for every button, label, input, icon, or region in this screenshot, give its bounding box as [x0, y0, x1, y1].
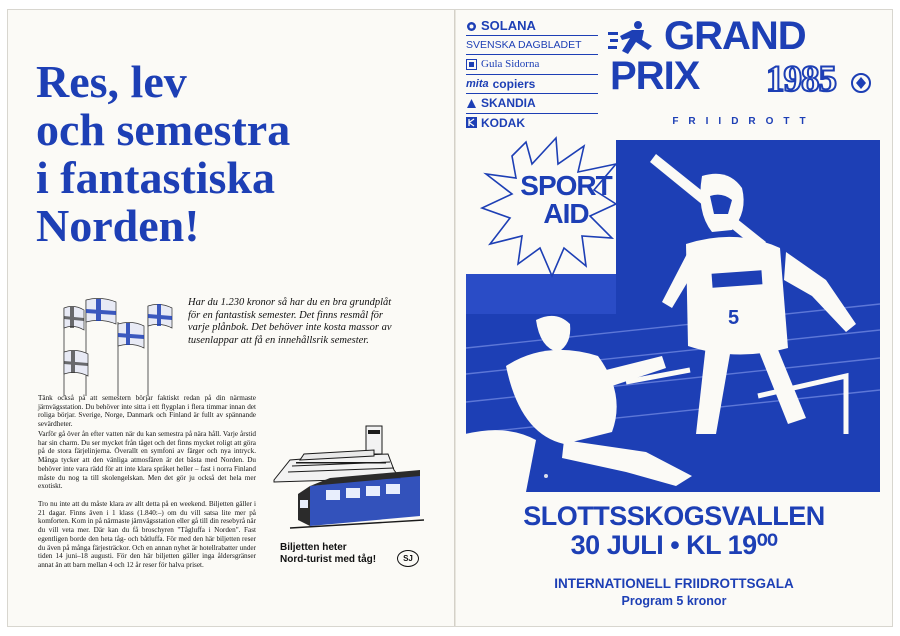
- grand-prix-logo: [604, 14, 880, 134]
- ad-paragraph: Varför gå över ån efter vatten när du kan semestra på nära håll. Varje årstid har sin charm. Du ser mycket från tåget och det finns mycket roligt att göra på de stora färjelinjerna. Överallt en symfoni av färger och nya intryck. Många tycker att den vänliga atmosfären är det bästa med Norden. Du behöver inte vara rädd för att inte klara språket heller – fast i norra Finland måste du nog ta till skolengelskan. Men det gör ju också det hela mer exotiskt.: [38, 430, 256, 491]
- headline-line: Res, lev: [36, 56, 187, 107]
- runner-icon: [608, 20, 662, 56]
- sponsor-svenska-dagbladet: [466, 36, 598, 56]
- ad-paragraph: Tänk också på att semestern börjar faktiskt redan på din närmaste järnvägsstation. Du behöver inte sitta i ett flygplan i flera timmar innan det roliga börjar. Sverige, Norge, Danmark och Finland är fullt av spännande sevärdheter.: [38, 394, 256, 429]
- venue-title: SLOTTSSKOGSVALLEN: [523, 501, 825, 531]
- right-page-cover: [456, 10, 892, 626]
- sponsor-name: Gula Sidorna: [481, 58, 540, 71]
- ferry-and-train-illustration: [270, 420, 424, 532]
- sponsor-solana: [466, 16, 598, 36]
- ad-intro-text: Har du 1.230 kronor så har du en bra grundplåt för en fantastisk semester. Det finns resmål för varje plånbok. Det behöver inte kosta massor av tusenlappar att få en innehållsrik semester.: [188, 297, 392, 346]
- kodak-logo-icon: [466, 117, 477, 128]
- sponsor-kodak: [466, 114, 598, 133]
- left-page-advertisement: [8, 10, 454, 626]
- logo-prix: PRIX: [610, 54, 700, 98]
- sport-aid-badge: [513, 172, 619, 228]
- mita-wordmark: mita: [466, 77, 489, 90]
- skandia-logo-icon: [466, 98, 477, 109]
- sport-aid-line: SPORT: [520, 170, 612, 201]
- ad-paragraph: Tro nu inte att du måste klara av allt detta på en weekend. Biljetten gäller i 21 dagar. Finns även i 1 klass (1.840:–) om du vill satsa lite mer på komforten. Kom in på närmaste järnvägsstation eller gå till din resebyrå när du vill veta mer. Där kan du få broschyren "Tågluffa i Norden". Fast egentligen borde den heta tåg- och båtluffa. För med den här biljetten reser du även på många färjesträckor. Och en annan nyhet är hotellrabatter under tiden 14 juni–18 augusti. För den här biljetten gäller inga åldersgränser annat än att barn mellan 4 och 12 år reser för halva priset.: [38, 500, 256, 569]
- svg-text:5: 5: [728, 307, 740, 329]
- sponsor-name: KODAK: [481, 115, 525, 130]
- sponsor-skandia: [466, 94, 598, 114]
- event-date-time: 30 JULI • KL 19⁰⁰: [570, 530, 778, 560]
- headline-line: i fantastiska: [36, 152, 275, 203]
- logo-year: 1985: [766, 59, 836, 100]
- slogan-line: Nord-turist med tåg!: [280, 554, 377, 565]
- sponsor-name: SOLANA: [481, 17, 536, 33]
- headline-line: och semestra: [36, 104, 291, 155]
- logo-subtitle: FRIIDROTT: [672, 116, 816, 127]
- sponsor-name: copiers: [492, 76, 536, 91]
- sj-logo: SJ: [397, 550, 419, 567]
- slogan-line: Biljetten heter: [280, 542, 347, 553]
- sport-aid-line: AID: [543, 198, 589, 229]
- program-price: Program 5 kronor: [621, 594, 727, 608]
- headline-line: Norden!: [36, 200, 200, 251]
- nordic-flags-illustration: [56, 296, 174, 398]
- sponsor-name: SKANDIA: [481, 96, 536, 111]
- logo-grand: GRAND: [664, 14, 806, 58]
- event-name: INTERNATIONELL FRIIDROTTSGALA: [554, 576, 794, 591]
- emblem-icon: [850, 72, 872, 94]
- sponsor-gula-sidorna: [466, 55, 598, 75]
- ad-slogan: [280, 542, 400, 566]
- program-spread: [8, 10, 892, 626]
- solana-logo-icon: [466, 20, 477, 31]
- sponsor-list: [466, 16, 598, 132]
- phone-book-icon: [466, 59, 477, 70]
- ad-headline: [36, 58, 426, 250]
- sponsor-name: SVENSKA DAGBLADET: [466, 38, 582, 51]
- sponsor-mita-copiers: [466, 75, 598, 95]
